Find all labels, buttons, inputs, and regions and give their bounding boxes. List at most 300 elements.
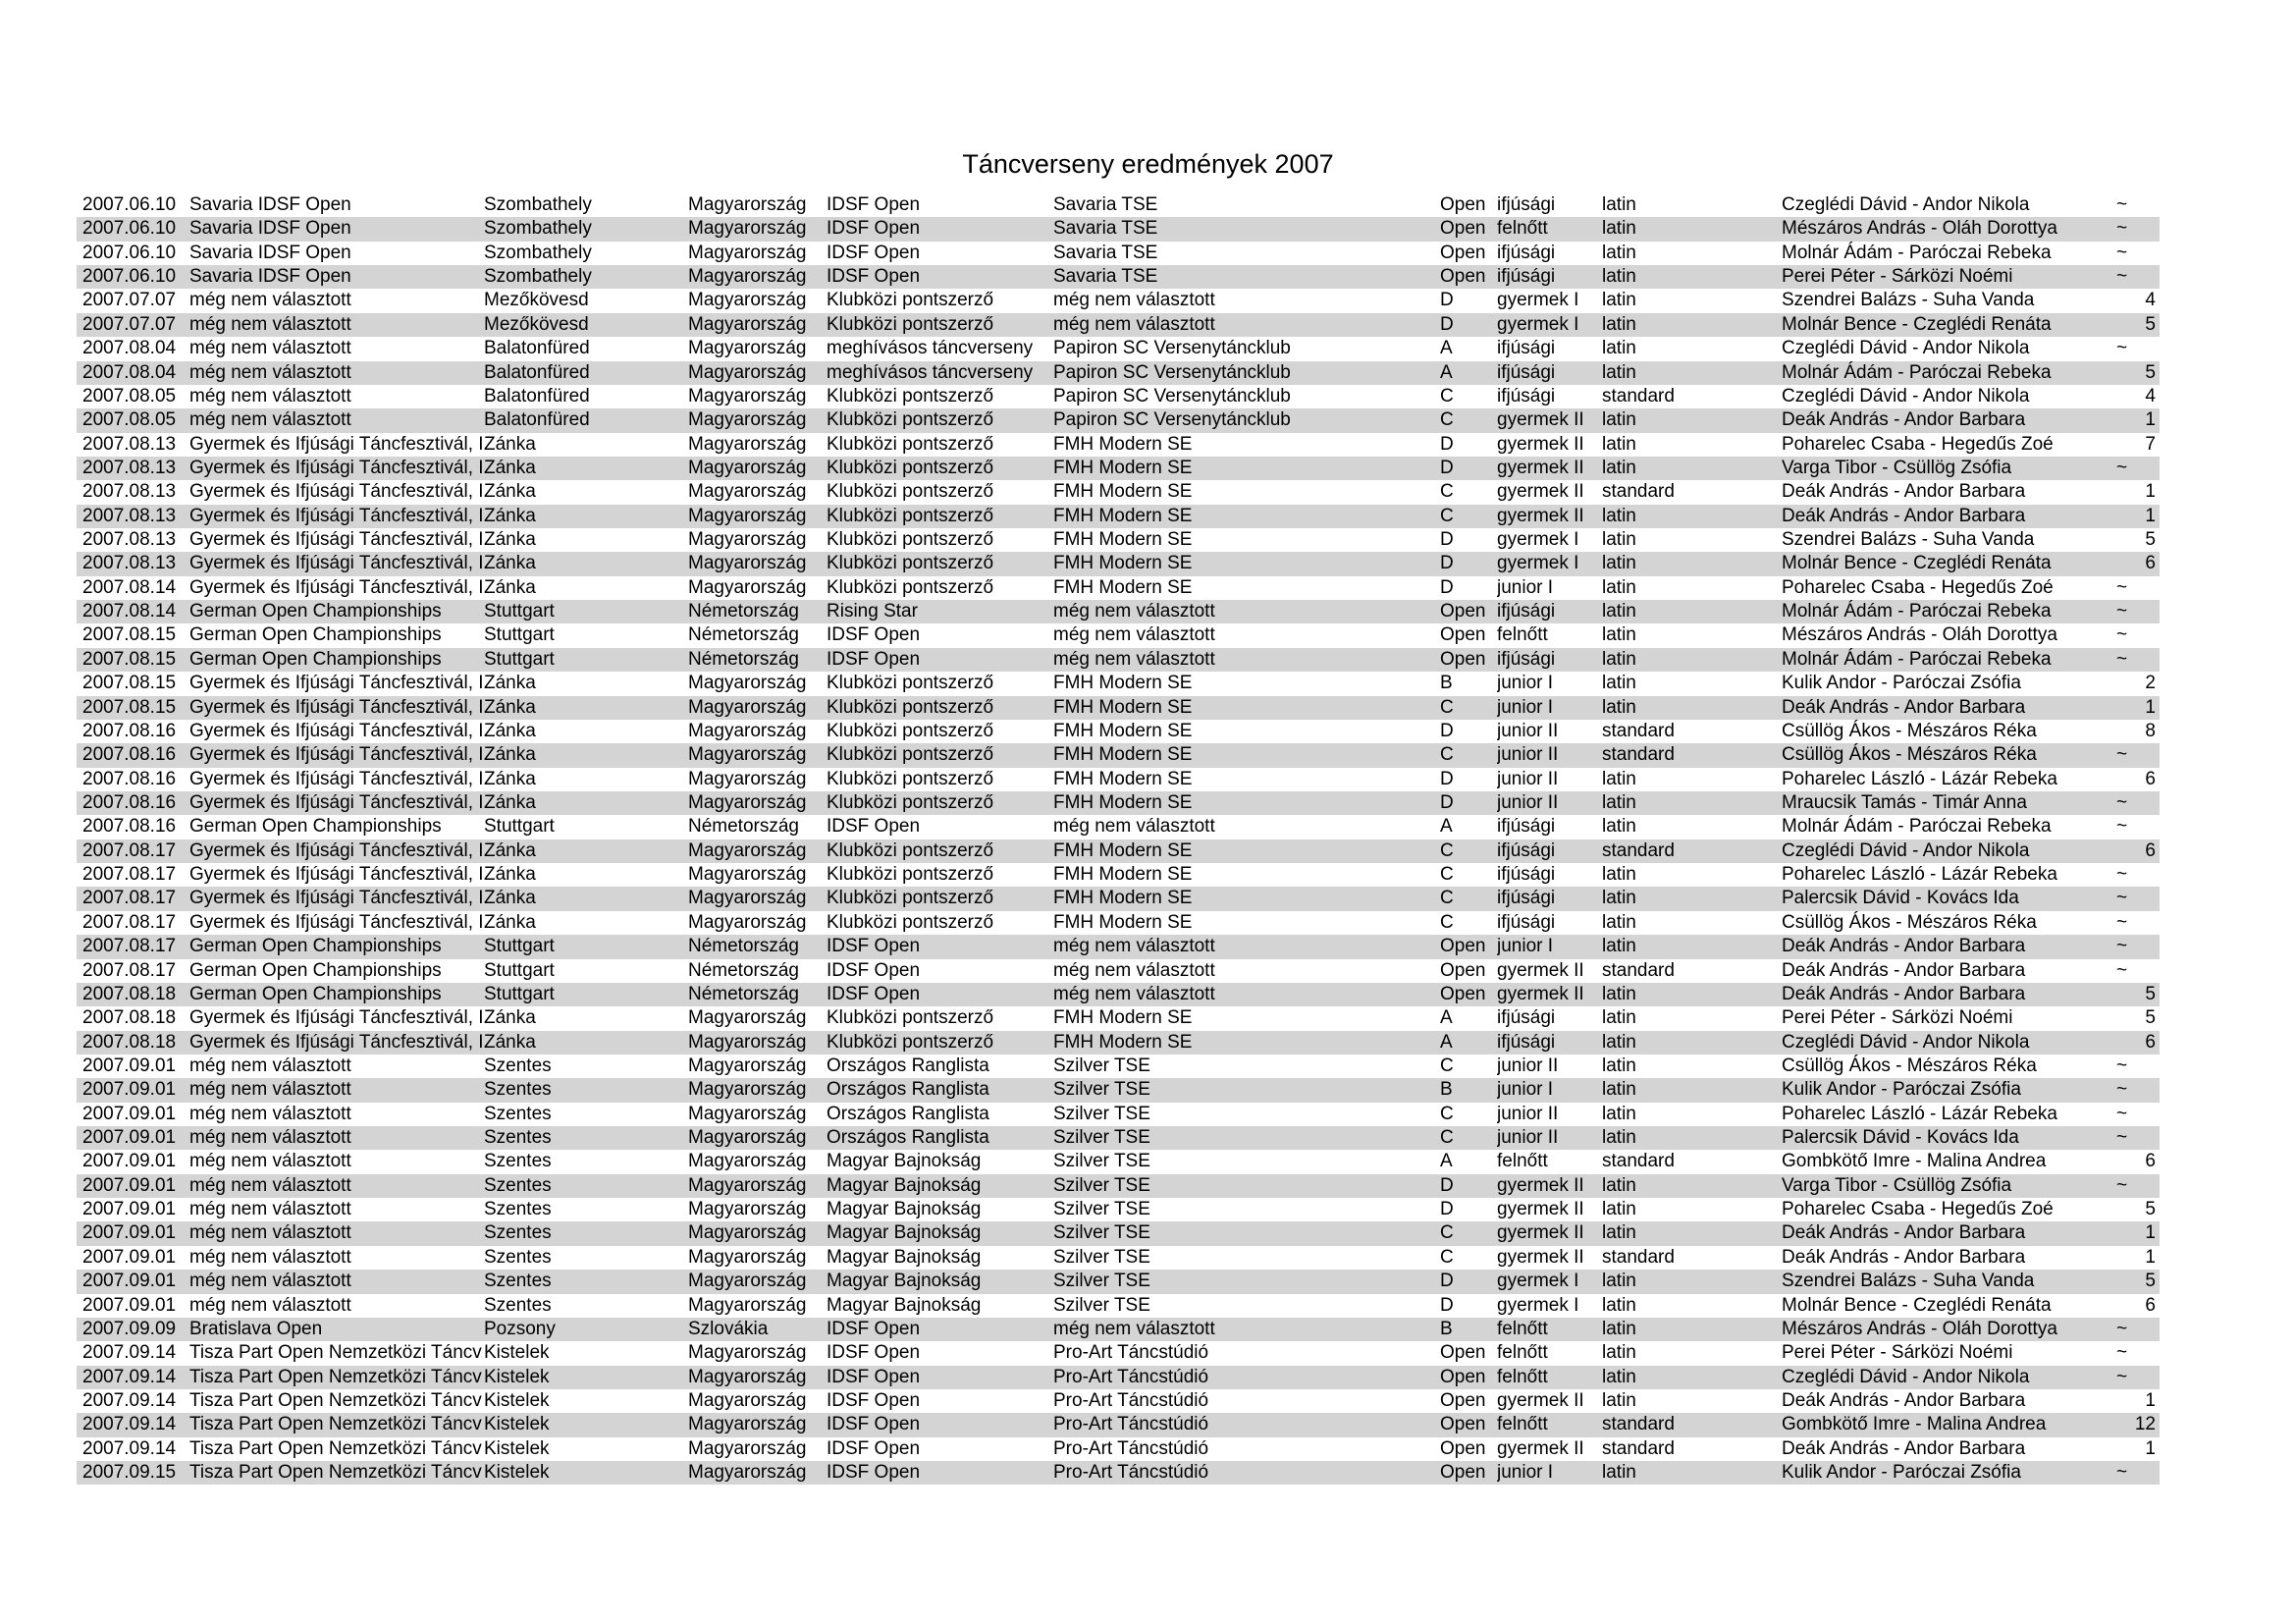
cell-club: Szilver TSE bbox=[1053, 1174, 1150, 1196]
cell-city: Kistelek bbox=[484, 1462, 550, 1484]
cell-couple: Szendrei Balázs - Suha Vanda bbox=[1782, 1271, 2035, 1292]
cell-class: Open bbox=[1440, 624, 1486, 646]
cell-city: Zánka bbox=[484, 673, 536, 694]
cell-result: ~ bbox=[2116, 601, 2128, 622]
cell-country: Magyarország bbox=[688, 1271, 807, 1292]
cell-couple: Poharelec Csaba - Hegedűs Zoé bbox=[1782, 1199, 2054, 1220]
cell-dance-style: standard bbox=[1602, 1151, 1675, 1172]
table-row bbox=[77, 1150, 2160, 1173]
cell-club: FMH Modern SE bbox=[1053, 433, 1193, 455]
cell-couple: Czeglédi Dávid - Andor Nikola bbox=[1782, 194, 2030, 215]
cell-date: 2007.08.17 bbox=[82, 936, 177, 957]
cell-age-group: junior I bbox=[1497, 696, 1554, 718]
table-row bbox=[77, 839, 2160, 863]
cell-country: Szlovákia bbox=[688, 1318, 769, 1339]
cell-event-name: Gyermek és Ifjúsági Táncfesztivál, I bbox=[189, 1031, 484, 1053]
cell-result: 12 bbox=[2134, 1414, 2156, 1435]
cell-age-group: ifjúsági bbox=[1497, 1007, 1556, 1029]
cell-dance-style: standard bbox=[1602, 1414, 1675, 1435]
cell-city: Kistelek bbox=[484, 1437, 550, 1459]
cell-date: 2007.09.01 bbox=[82, 1246, 177, 1268]
cell-club: FMH Modern SE bbox=[1053, 457, 1193, 478]
cell-country: Magyarország bbox=[688, 1079, 807, 1101]
table-row bbox=[77, 983, 2160, 1006]
cell-city: Zánka bbox=[484, 864, 536, 886]
cell-country: Magyarország bbox=[688, 1199, 807, 1220]
table-row bbox=[77, 1461, 2160, 1485]
cell-country: Magyarország bbox=[688, 505, 807, 526]
cell-country: Magyarország bbox=[688, 481, 807, 503]
cell-couple: Molnár Ádám - Paróczai Rebeka bbox=[1782, 242, 2052, 263]
cell-club: még nem választott bbox=[1053, 290, 1215, 311]
cell-couple: Deák András - Andor Barbara bbox=[1782, 696, 2026, 718]
cell-result: 4 bbox=[2145, 385, 2156, 406]
cell-result: 5 bbox=[2145, 1007, 2156, 1029]
cell-date: 2007.08.18 bbox=[82, 1007, 177, 1029]
table-row bbox=[77, 505, 2160, 528]
cell-event-name: Savaria IDSF Open bbox=[189, 218, 351, 240]
cell-competition-type: Országos Ranglista bbox=[827, 1079, 989, 1101]
table-row bbox=[77, 696, 2160, 720]
table-row bbox=[77, 1221, 2160, 1245]
cell-event-name: még nem választott bbox=[189, 1127, 351, 1149]
cell-couple: Czeglédi Dávid - Andor Nikola bbox=[1782, 338, 2030, 359]
cell-couple: Kulik Andor - Paróczai Zsófia bbox=[1782, 1462, 2021, 1484]
cell-event-name: Tisza Part Open Nemzetközi Táncv bbox=[189, 1389, 482, 1411]
cell-date: 2007.08.05 bbox=[82, 385, 177, 406]
cell-date: 2007.08.16 bbox=[82, 791, 177, 813]
cell-event-name: Tisza Part Open Nemzetközi Táncv bbox=[189, 1437, 482, 1459]
cell-country: Magyarország bbox=[688, 696, 807, 718]
cell-date: 2007.06.10 bbox=[82, 194, 177, 215]
cell-country: Németország bbox=[688, 959, 799, 981]
cell-age-group: ifjúsági bbox=[1497, 194, 1556, 215]
cell-city: Szentes bbox=[484, 1174, 552, 1196]
cell-event-name: Gyermek és Ifjúsági Táncfesztivál, I bbox=[189, 839, 484, 861]
cell-country: Magyarország bbox=[688, 385, 807, 406]
cell-competition-type: IDSF Open bbox=[827, 983, 921, 1004]
cell-age-group: ifjúsági bbox=[1497, 1031, 1556, 1053]
cell-dance-style: latin bbox=[1602, 1318, 1636, 1339]
cell-date: 2007.08.18 bbox=[82, 983, 177, 1004]
cell-club: még nem választott bbox=[1053, 648, 1215, 670]
cell-dance-style: latin bbox=[1602, 673, 1636, 694]
cell-competition-type: Klubközi pontszerző bbox=[827, 791, 994, 813]
table-row bbox=[77, 480, 2160, 504]
table-row bbox=[77, 1055, 2160, 1078]
cell-dance-style: latin bbox=[1602, 1007, 1636, 1029]
cell-class: C bbox=[1440, 911, 1454, 933]
cell-club: még nem választott bbox=[1053, 1318, 1215, 1339]
cell-event-name: Gyermek és Ifjúsági Táncfesztivál, I bbox=[189, 529, 484, 551]
cell-city: Pozsony bbox=[484, 1318, 556, 1339]
cell-couple: Mraucsik Tamás - Timár Anna bbox=[1782, 791, 2027, 813]
cell-event-name: Gyermek és Ifjúsági Táncfesztivál, I bbox=[189, 433, 484, 455]
cell-date: 2007.09.01 bbox=[82, 1055, 177, 1076]
cell-event-name: még nem választott bbox=[189, 1103, 351, 1124]
cell-result: ~ bbox=[2116, 1366, 2128, 1387]
cell-city: Mezőkövesd bbox=[484, 313, 589, 335]
cell-class: A bbox=[1440, 338, 1453, 359]
cell-result: 1 bbox=[2145, 481, 2156, 503]
cell-age-group: junior II bbox=[1497, 1127, 1559, 1149]
cell-age-group: junior II bbox=[1497, 791, 1559, 813]
cell-couple: Csüllög Ákos - Mészáros Réka bbox=[1782, 720, 2037, 741]
cell-dance-style: latin bbox=[1602, 1174, 1636, 1196]
cell-dance-style: latin bbox=[1602, 1031, 1636, 1053]
cell-country: Magyarország bbox=[688, 1222, 807, 1244]
cell-country: Magyarország bbox=[688, 1437, 807, 1459]
cell-country: Magyarország bbox=[688, 1342, 807, 1364]
cell-club: Szilver TSE bbox=[1053, 1271, 1150, 1292]
cell-class: Open bbox=[1440, 601, 1486, 622]
cell-country: Magyarország bbox=[688, 1414, 807, 1435]
cell-country: Németország bbox=[688, 601, 799, 622]
cell-class: Open bbox=[1440, 1437, 1486, 1459]
cell-country: Magyarország bbox=[688, 409, 807, 431]
cell-dance-style: latin bbox=[1602, 1342, 1636, 1364]
cell-country: Magyarország bbox=[688, 1103, 807, 1124]
table-row bbox=[77, 959, 2160, 983]
cell-city: Stuttgart bbox=[484, 959, 555, 981]
cell-age-group: gyermek I bbox=[1497, 1294, 1579, 1316]
cell-class: B bbox=[1440, 673, 1453, 694]
cell-result: 1 bbox=[2145, 505, 2156, 526]
cell-couple: Mészáros András - Oláh Dorottya bbox=[1782, 218, 2057, 240]
cell-age-group: felnőtt bbox=[1497, 624, 1548, 646]
cell-class: C bbox=[1440, 1127, 1454, 1149]
cell-city: Kistelek bbox=[484, 1366, 550, 1387]
cell-dance-style: latin bbox=[1602, 266, 1636, 288]
cell-event-name: még nem választott bbox=[189, 409, 351, 431]
cell-age-group: gyermek II bbox=[1497, 1174, 1584, 1196]
cell-club: FMH Modern SE bbox=[1053, 911, 1193, 933]
cell-club: FMH Modern SE bbox=[1053, 839, 1193, 861]
cell-city: Szentes bbox=[484, 1079, 552, 1101]
table-row bbox=[77, 935, 2160, 958]
cell-age-group: junior II bbox=[1497, 768, 1559, 789]
cell-couple: Deák András - Andor Barbara bbox=[1782, 936, 2026, 957]
cell-couple: Molnár Bence - Czeglédi Renáta bbox=[1782, 553, 2052, 574]
cell-city: Szentes bbox=[484, 1103, 552, 1124]
cell-city: Szentes bbox=[484, 1271, 552, 1292]
cell-country: Németország bbox=[688, 816, 799, 838]
cell-result: ~ bbox=[2116, 936, 2128, 957]
cell-dance-style: standard bbox=[1602, 1437, 1675, 1459]
cell-result: ~ bbox=[2116, 1103, 2128, 1124]
cell-couple: Poharelec Csaba - Hegedűs Zoé bbox=[1782, 433, 2054, 455]
page-title: Táncverseny eredmények 2007 bbox=[962, 149, 1334, 179]
cell-club: FMH Modern SE bbox=[1053, 1007, 1193, 1029]
cell-date: 2007.07.07 bbox=[82, 290, 177, 311]
cell-city: Szombathely bbox=[484, 266, 592, 288]
cell-country: Magyarország bbox=[688, 361, 807, 383]
cell-age-group: ifjúsági bbox=[1497, 648, 1556, 670]
cell-event-name: Savaria IDSF Open bbox=[189, 194, 351, 215]
cell-event-name: German Open Championships bbox=[189, 624, 442, 646]
cell-date: 2007.09.01 bbox=[82, 1174, 177, 1196]
cell-couple: Deák András - Andor Barbara bbox=[1782, 1222, 2026, 1244]
cell-couple: Molnár Bence - Czeglédi Renáta bbox=[1782, 313, 2052, 335]
cell-dance-style: latin bbox=[1602, 409, 1636, 431]
cell-couple: Molnár Ádám - Paróczai Rebeka bbox=[1782, 816, 2052, 838]
cell-couple: Palercsik Dávid - Kovács Ida bbox=[1782, 1127, 2019, 1149]
cell-age-group: felnőtt bbox=[1497, 218, 1548, 240]
cell-event-name: Gyermek és Ifjúsági Táncfesztivál, I bbox=[189, 505, 484, 526]
cell-country: Németország bbox=[688, 936, 799, 957]
cell-class: Open bbox=[1440, 218, 1486, 240]
cell-club: Savaria TSE bbox=[1053, 218, 1158, 240]
cell-country: Magyarország bbox=[688, 194, 807, 215]
cell-event-name: még nem választott bbox=[189, 1271, 351, 1292]
cell-date: 2007.09.01 bbox=[82, 1103, 177, 1124]
cell-country: Magyarország bbox=[688, 1007, 807, 1029]
cell-class: B bbox=[1440, 1079, 1453, 1101]
cell-date: 2007.09.14 bbox=[82, 1366, 177, 1387]
cell-class: D bbox=[1440, 768, 1454, 789]
cell-club: FMH Modern SE bbox=[1053, 768, 1193, 789]
cell-event-name: German Open Championships bbox=[189, 816, 442, 838]
cell-couple: Molnár Ádám - Paróczai Rebeka bbox=[1782, 601, 2052, 622]
cell-result: ~ bbox=[2116, 576, 2128, 598]
cell-date: 2007.09.01 bbox=[82, 1222, 177, 1244]
cell-city: Stuttgart bbox=[484, 936, 555, 957]
cell-class: D bbox=[1440, 529, 1454, 551]
table-row bbox=[77, 217, 2160, 241]
cell-city: Zánka bbox=[484, 839, 536, 861]
cell-couple: Mészáros András - Oláh Dorottya bbox=[1782, 1318, 2057, 1339]
cell-event-name: Gyermek és Ifjúsági Táncfesztivál, I bbox=[189, 911, 484, 933]
cell-country: Magyarország bbox=[688, 529, 807, 551]
cell-couple: Kulik Andor - Paróczai Zsófia bbox=[1782, 1079, 2021, 1101]
cell-couple: Deák András - Andor Barbara bbox=[1782, 959, 2026, 981]
cell-city: Stuttgart bbox=[484, 601, 555, 622]
cell-couple: Palercsik Dávid - Kovács Ida bbox=[1782, 888, 2019, 909]
cell-date: 2007.08.13 bbox=[82, 529, 177, 551]
cell-couple: Czeglédi Dávid - Andor Nikola bbox=[1782, 1366, 2030, 1387]
cell-competition-type: IDSF Open bbox=[827, 816, 921, 838]
cell-city: Zánka bbox=[484, 576, 536, 598]
cell-competition-type: IDSF Open bbox=[827, 1389, 921, 1411]
cell-event-name: még nem választott bbox=[189, 1246, 351, 1268]
cell-class: D bbox=[1440, 290, 1454, 311]
cell-age-group: ifjúsági bbox=[1497, 242, 1556, 263]
cell-class: A bbox=[1440, 1007, 1453, 1029]
cell-date: 2007.08.16 bbox=[82, 720, 177, 741]
table-row bbox=[77, 385, 2160, 408]
cell-city: Szombathely bbox=[484, 218, 592, 240]
cell-dance-style: latin bbox=[1602, 218, 1636, 240]
cell-club: még nem választott bbox=[1053, 816, 1215, 838]
cell-country: Magyarország bbox=[688, 313, 807, 335]
cell-result: ~ bbox=[2116, 242, 2128, 263]
cell-dance-style: latin bbox=[1602, 553, 1636, 574]
cell-city: Balatonfüred bbox=[484, 338, 590, 359]
cell-class: Open bbox=[1440, 1366, 1486, 1387]
cell-age-group: gyermek II bbox=[1497, 1437, 1584, 1459]
cell-dance-style: latin bbox=[1602, 1199, 1636, 1220]
cell-class: D bbox=[1440, 433, 1454, 455]
cell-competition-type: Magyar Bajnokság bbox=[827, 1174, 982, 1196]
cell-date: 2007.08.17 bbox=[82, 864, 177, 886]
cell-couple: Mészáros András - Oláh Dorottya bbox=[1782, 624, 2057, 646]
cell-result: ~ bbox=[2116, 218, 2128, 240]
cell-date: 2007.09.01 bbox=[82, 1271, 177, 1292]
cell-dance-style: standard bbox=[1602, 481, 1675, 503]
cell-country: Németország bbox=[688, 983, 799, 1004]
cell-city: Zánka bbox=[484, 433, 536, 455]
cell-age-group: junior I bbox=[1497, 936, 1554, 957]
cell-date: 2007.06.10 bbox=[82, 266, 177, 288]
cell-couple: Kulik Andor - Paróczai Zsófia bbox=[1782, 673, 2021, 694]
cell-couple: Perei Péter - Sárközi Noémi bbox=[1782, 1007, 2013, 1029]
cell-city: Zánka bbox=[484, 457, 536, 478]
cell-city: Zánka bbox=[484, 505, 536, 526]
cell-city: Stuttgart bbox=[484, 624, 555, 646]
cell-event-name: Tisza Part Open Nemzetközi Táncv bbox=[189, 1342, 482, 1364]
cell-couple: Deák András - Andor Barbara bbox=[1782, 1437, 2026, 1459]
cell-dance-style: latin bbox=[1602, 768, 1636, 789]
cell-result: 8 bbox=[2145, 720, 2156, 741]
table-row bbox=[77, 1031, 2160, 1055]
cell-class: Open bbox=[1440, 1342, 1486, 1364]
table-row bbox=[77, 720, 2160, 743]
cell-couple: Perei Péter - Sárközi Noémi bbox=[1782, 266, 2013, 288]
cell-couple: Csüllög Ákos - Mészáros Réka bbox=[1782, 744, 2037, 766]
cell-competition-type: IDSF Open bbox=[827, 1342, 921, 1364]
cell-date: 2007.08.17 bbox=[82, 839, 177, 861]
results-table bbox=[77, 193, 2160, 1485]
table-row bbox=[77, 911, 2160, 935]
cell-event-name: Gyermek és Ifjúsági Táncfesztivál, I bbox=[189, 888, 484, 909]
cell-competition-type: meghívásos táncverseny bbox=[827, 338, 1034, 359]
cell-date: 2007.09.01 bbox=[82, 1199, 177, 1220]
cell-date: 2007.08.17 bbox=[82, 888, 177, 909]
cell-competition-type: IDSF Open bbox=[827, 194, 921, 215]
cell-class: Open bbox=[1440, 936, 1486, 957]
cell-age-group: felnőtt bbox=[1497, 1342, 1548, 1364]
cell-competition-type: IDSF Open bbox=[827, 1366, 921, 1387]
cell-couple: Molnár Ádám - Paróczai Rebeka bbox=[1782, 648, 2052, 670]
cell-competition-type: Magyar Bajnokság bbox=[827, 1294, 982, 1316]
cell-class: D bbox=[1440, 457, 1454, 478]
cell-event-name: Gyermek és Ifjúsági Táncfesztivál, I bbox=[189, 696, 484, 718]
cell-result: ~ bbox=[2116, 648, 2128, 670]
cell-age-group: ifjúsági bbox=[1497, 816, 1556, 838]
cell-age-group: gyermek II bbox=[1497, 959, 1584, 981]
cell-club: Pro-Art Táncstúdió bbox=[1053, 1437, 1209, 1459]
cell-city: Zánka bbox=[484, 911, 536, 933]
cell-city: Zánka bbox=[484, 791, 536, 813]
cell-club: Szilver TSE bbox=[1053, 1127, 1150, 1149]
cell-competition-type: Klubközi pontszerző bbox=[827, 911, 994, 933]
cell-dance-style: latin bbox=[1602, 1103, 1636, 1124]
cell-class: C bbox=[1440, 888, 1454, 909]
cell-age-group: gyermek II bbox=[1497, 1246, 1584, 1268]
cell-result: ~ bbox=[2116, 888, 2128, 909]
cell-city: Balatonfüred bbox=[484, 409, 590, 431]
cell-dance-style: latin bbox=[1602, 505, 1636, 526]
cell-date: 2007.06.10 bbox=[82, 242, 177, 263]
cell-couple: Czeglédi Dávid - Andor Nikola bbox=[1782, 1031, 2030, 1053]
cell-competition-type: Klubközi pontszerző bbox=[827, 409, 994, 431]
cell-age-group: junior II bbox=[1497, 1103, 1559, 1124]
cell-club: FMH Modern SE bbox=[1053, 1031, 1193, 1053]
cell-result: ~ bbox=[2116, 791, 2128, 813]
table-row bbox=[77, 361, 2160, 385]
table-row bbox=[77, 457, 2160, 480]
cell-dance-style: latin bbox=[1602, 290, 1636, 311]
cell-age-group: gyermek II bbox=[1497, 409, 1584, 431]
cell-competition-type: Klubközi pontszerző bbox=[827, 864, 994, 886]
cell-event-name: még nem választott bbox=[189, 1151, 351, 1172]
table-row bbox=[77, 791, 2160, 815]
cell-result: 7 bbox=[2145, 433, 2156, 455]
table-row bbox=[77, 1006, 2160, 1030]
table-row bbox=[77, 1126, 2160, 1150]
cell-date: 2007.08.13 bbox=[82, 433, 177, 455]
cell-dance-style: latin bbox=[1602, 313, 1636, 335]
cell-class: Open bbox=[1440, 959, 1486, 981]
cell-event-name: még nem választott bbox=[189, 361, 351, 383]
cell-club: Szilver TSE bbox=[1053, 1079, 1150, 1101]
cell-competition-type: Országos Ranglista bbox=[827, 1127, 989, 1149]
cell-competition-type: Országos Ranglista bbox=[827, 1055, 989, 1076]
cell-dance-style: standard bbox=[1602, 959, 1675, 981]
cell-country: Magyarország bbox=[688, 744, 807, 766]
cell-country: Magyarország bbox=[688, 839, 807, 861]
cell-result: ~ bbox=[2116, 457, 2128, 478]
cell-competition-type: Klubközi pontszerző bbox=[827, 696, 994, 718]
cell-club: Szilver TSE bbox=[1053, 1199, 1150, 1220]
cell-couple: Poharelec László - Lázár Rebeka bbox=[1782, 768, 2057, 789]
cell-club: még nem választott bbox=[1053, 959, 1215, 981]
cell-competition-type: IDSF Open bbox=[827, 242, 921, 263]
cell-result: ~ bbox=[2116, 744, 2128, 766]
cell-class: Open bbox=[1440, 1389, 1486, 1411]
cell-competition-type: Klubközi pontszerző bbox=[827, 839, 994, 861]
table-row bbox=[77, 242, 2160, 265]
cell-age-group: junior II bbox=[1497, 720, 1559, 741]
cell-date: 2007.08.13 bbox=[82, 505, 177, 526]
cell-age-group: ifjúsági bbox=[1497, 385, 1556, 406]
cell-couple: Deák András - Andor Barbara bbox=[1782, 409, 2026, 431]
cell-result: ~ bbox=[2116, 911, 2128, 933]
cell-result: ~ bbox=[2116, 338, 2128, 359]
cell-age-group: ifjúsági bbox=[1497, 266, 1556, 288]
cell-dance-style: latin bbox=[1602, 242, 1636, 263]
cell-class: C bbox=[1440, 864, 1454, 886]
cell-city: Zánka bbox=[484, 481, 536, 503]
table-row bbox=[77, 1198, 2160, 1221]
cell-club: Szilver TSE bbox=[1053, 1222, 1150, 1244]
cell-city: Zánka bbox=[484, 1007, 536, 1029]
cell-result: ~ bbox=[2116, 194, 2128, 215]
cell-city: Szentes bbox=[484, 1294, 552, 1316]
cell-result: ~ bbox=[2116, 1174, 2128, 1196]
cell-event-name: még nem választott bbox=[189, 313, 351, 335]
cell-class: C bbox=[1440, 1222, 1454, 1244]
cell-age-group: gyermek I bbox=[1497, 290, 1579, 311]
cell-dance-style: latin bbox=[1602, 1366, 1636, 1387]
cell-city: Zánka bbox=[484, 744, 536, 766]
cell-dance-style: latin bbox=[1602, 601, 1636, 622]
cell-event-name: German Open Championships bbox=[189, 983, 442, 1004]
cell-dance-style: latin bbox=[1602, 911, 1636, 933]
cell-date: 2007.09.01 bbox=[82, 1294, 177, 1316]
cell-city: Kistelek bbox=[484, 1342, 550, 1364]
cell-date: 2007.09.14 bbox=[82, 1414, 177, 1435]
